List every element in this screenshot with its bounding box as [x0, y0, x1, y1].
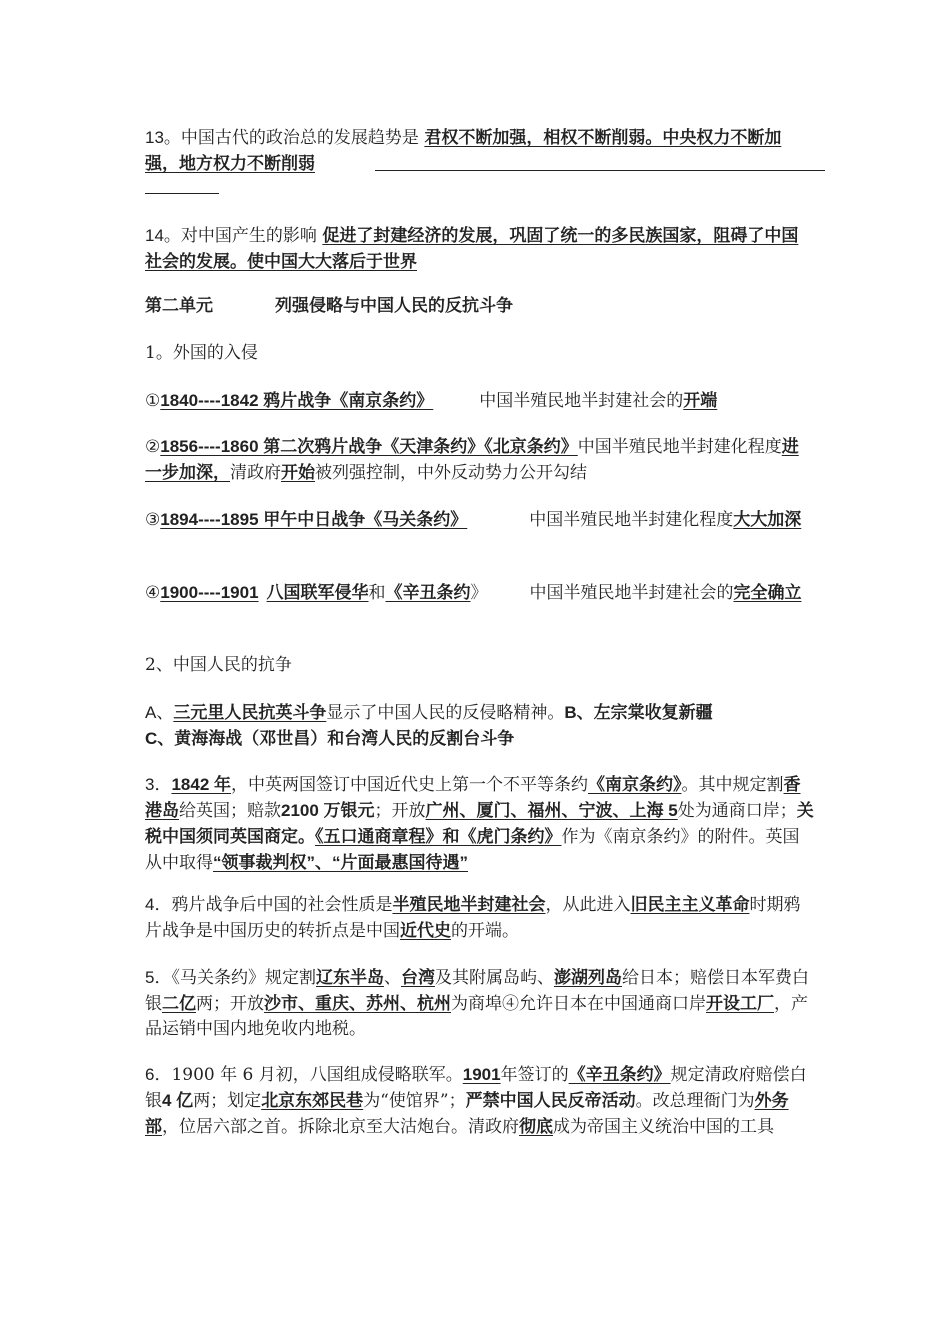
item-number: 13。 — [145, 128, 181, 147]
invasion-item-2: ②1856----1860 第二次鸦片战争《天津条约》《北京条约》中国半殖民地半封建化程度进一步加深，清政府开始被列强控制，中外反动势力公开勾结 — [145, 437, 799, 483]
key-text: 开始 — [281, 463, 315, 482]
key-text: 开端 — [683, 391, 718, 410]
treaty-text: 《辛丑条约 — [385, 583, 471, 602]
paragraph-6: 6．1900 年 6 月初，八国组成侵略联军。1901年签订的《辛丑条约》规定清政府赔偿白银4 亿两；划定北京东郊民巷为“使馆界”；严禁中国人民反帝活动。改总理衙门为外务部，位居六部之首。拆除北京至大沽炮台。清政府彻底成为帝国主义统治中国的工具 — [145, 1065, 807, 1137]
question-text: 中国古代的政治总的发展趋势是 — [180, 128, 419, 148]
event-text: 1840----1842 鸦片战争《南京条约》 — [160, 391, 434, 410]
invasion-item-1: ①1840----1842 鸦片战争《南京条约》 中国半殖民地半封建社会的开端 — [145, 391, 718, 411]
paragraph-5: 5．《马关条约》规定割辽东半岛、台湾及其附属岛屿、澎湖列岛给日本；赔偿日本军费白银二亿两；开放沙市、重庆、苏州、杭州为商埠④允许日本在中国通商口岸开设工厂，产品运销中国内地免收内地税。 — [145, 968, 809, 1039]
event-text: 1894----1895 甲午中日战争《马关条约》 — [160, 510, 468, 529]
section-heading-invasion: 1。外国的入侵 — [145, 343, 258, 363]
blank-line-short — [145, 193, 219, 194]
unit-heading — [145, 293, 815, 318]
answer-text: 君权不断加强，相权不断削弱。中央权力不断加强，地方权力不断削弱 — [145, 128, 782, 173]
invasion-item-3: ③1894----1895 甲午中日战争《马关条约》 中国半殖民地半封建化程度大大加深 — [145, 510, 802, 530]
event-text: 1856----1860 第二次鸦片战争《天津条约》《北京条约》 — [160, 437, 578, 456]
unit-title: 列强侵略与中国人民的反抗斗争 — [275, 296, 513, 315]
paragraph-14 — [145, 223, 815, 275]
event-text: 八国联军侵华 — [266, 583, 369, 602]
question-text: 对中国产生的影响 — [180, 226, 317, 246]
section-heading-resistance: 2、中国人民的抗争 — [145, 655, 292, 675]
answer-text: 促进了封建经济的发展，巩固了统一的多民族国家，阻碍了中国社会的发展。使中国大大落后于世界 — [145, 226, 799, 271]
key-text: 大大加深 — [733, 510, 802, 529]
paragraph-3: 3．1842 年，中英两国签订中国近代史上第一个不平等条约《南京条约》。其中规定割香港岛给英国；赔款2100 万银元；开放广州、厦门、福州、宁波、上海 5处为通商口岸；关税中国须同英国商定。《五口通商章程》和《虎门条约》作为《南京条约》的附件。英国从中取得“领事裁判权”、“片面最惠国待遇” — [145, 775, 814, 873]
key-text: 进一步加深， — [145, 437, 799, 482]
key-text: 完全确立 — [733, 583, 802, 602]
item-number: 14。 — [145, 226, 181, 245]
key-text: 三元里人民抗英斗争 — [173, 703, 327, 722]
invasion-item-4: ④1900----1901 八国联军侵华和《辛丑条约》 中国半殖民地半封建社会的完全确立 — [145, 583, 802, 603]
paragraph-4: 4．鸦片战争后中国的社会性质是半殖民地半封建社会，从此进入旧民主主义革命时期鸦片战争是中国历史的转折点是中国近代史的开端。 — [145, 895, 801, 941]
resistance-list: A、三元里人民抗英斗争显示了中国人民的反侵略精神。B、左宗棠收复新疆 C、黄海海战（邓世昌）和台湾人民的反割台斗争 — [145, 703, 713, 748]
unit-label: 第二单元 — [145, 296, 213, 315]
event-text: 1900----1901 — [160, 583, 259, 602]
blank-line-long — [375, 170, 825, 171]
